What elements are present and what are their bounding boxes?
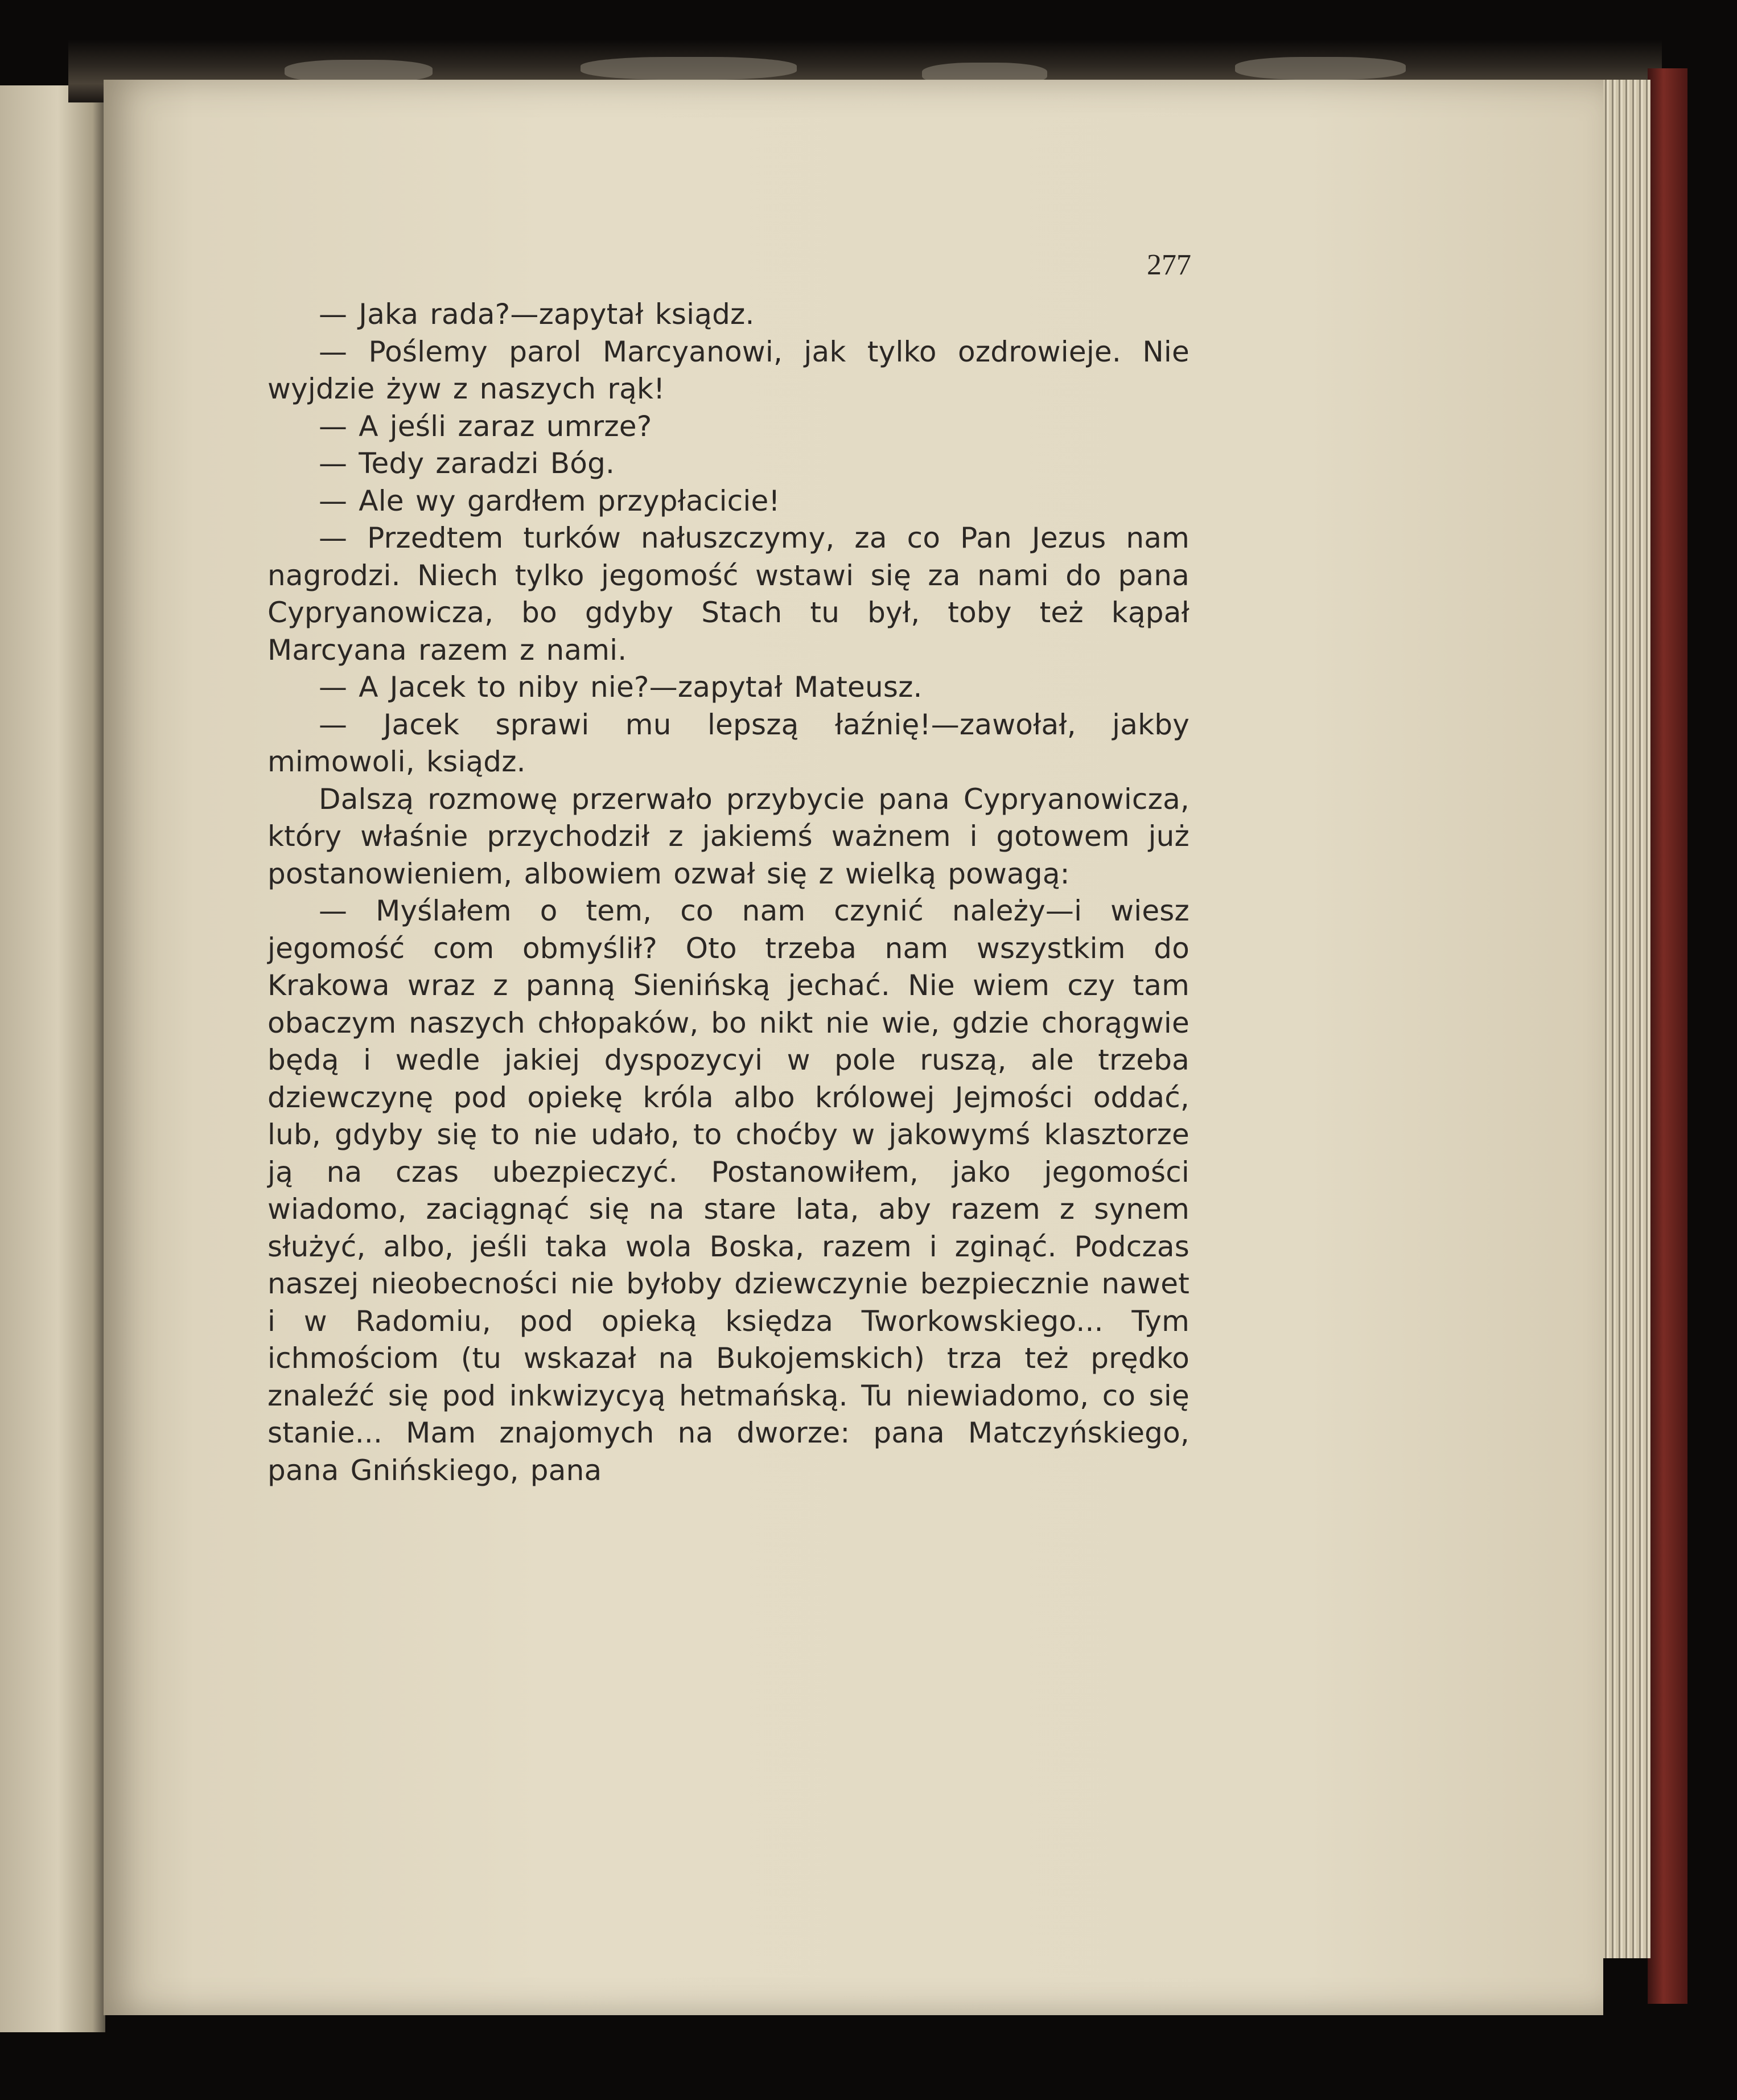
paragraph: — Przedtem turków nałuszczymy, za co Pan Jezus nam nagrodzi. Niech tylko jegomość wstawi się za nami do pana Cypryanowicza, bo gdyby Stach tu był, toby też kąpał Marcyana razem z nami.: [267, 521, 1189, 667]
paragraph: — Tedy zaradzi Bóg.: [319, 447, 615, 480]
binding-scuff: [285, 60, 433, 83]
paragraph: — Poślemy parol Marcyanowi, jak tylko ozdrowieje. Nie wyjdzie żyw z naszych rąk!: [267, 335, 1189, 405]
paragraph: — Ale wy gardłem przypłacicie!: [319, 484, 780, 517]
page-number: 277: [1147, 249, 1191, 281]
paragraph: — Jaka rada?—zapytał ksiądz.: [319, 298, 755, 331]
paragraph: — A jeśli zaraz umrze?: [319, 409, 652, 443]
left-facing-page: [0, 85, 105, 2032]
paragraph: — A Jacek to niby nie?—zapytał Mateusz.: [319, 671, 923, 704]
page-text: [267, 296, 1189, 1725]
page-stack-edges: [1602, 80, 1650, 1958]
book-cover-edge: [1648, 68, 1687, 2004]
binding-scuff: [581, 57, 797, 80]
paragraph: — Myślałem o tem, co nam czynić należy—i wiesz jegomość com obmyślił? Oto trzeba nam wszystkim do Krakowa wraz z panną Sienińską jechać. Nie wiem czy tam obaczym naszych chłopaków, bo nikt nie wie, gdzie chorągwie będą i wedle jakiej dyspozycyi w pole ruszą, ale trzeba dziewczynę pod opiekę króla albo królowej Jejmości oddać, lub, gdyby się to nie udało, to choćby w jakowymś klasztorze ją na czas ubezpieczyć. Postanowiłem, jako jegomości wiadomo, zaciągnąć się na stare lata, aby razem z synem służyć, albo, jeśli taka wola Boska, razem i zginąć. Podczas naszej nieobecności nie byłoby dziewczynie bezpiecznie nawet i w Radomiu, pod opieką księdza Tworkowskiego... Tym ichmościom (tu wskazał na Bukojemskich) trza też prędko znaleźć się pod inkwizycyą hetmańską. Tu niewiadomo, co się stanie... Mam znajomych na dworze: pana Matczyńskiego, pana Gnińskiego, pana: [267, 894, 1189, 1487]
paragraph: — Jacek sprawi mu lepszą łaźnię!—zawołał, jakby mimowoli, ksiądz.: [267, 708, 1189, 778]
binding-scuff: [1235, 57, 1406, 80]
paragraph: Dalszą rozmowę przerwało przybycie pana Cypryanowicza, który właśnie przychodził z jakiemś ważnem i gotowem już postanowieniem, albowiem ozwał się z wielką powagą:: [267, 782, 1189, 890]
